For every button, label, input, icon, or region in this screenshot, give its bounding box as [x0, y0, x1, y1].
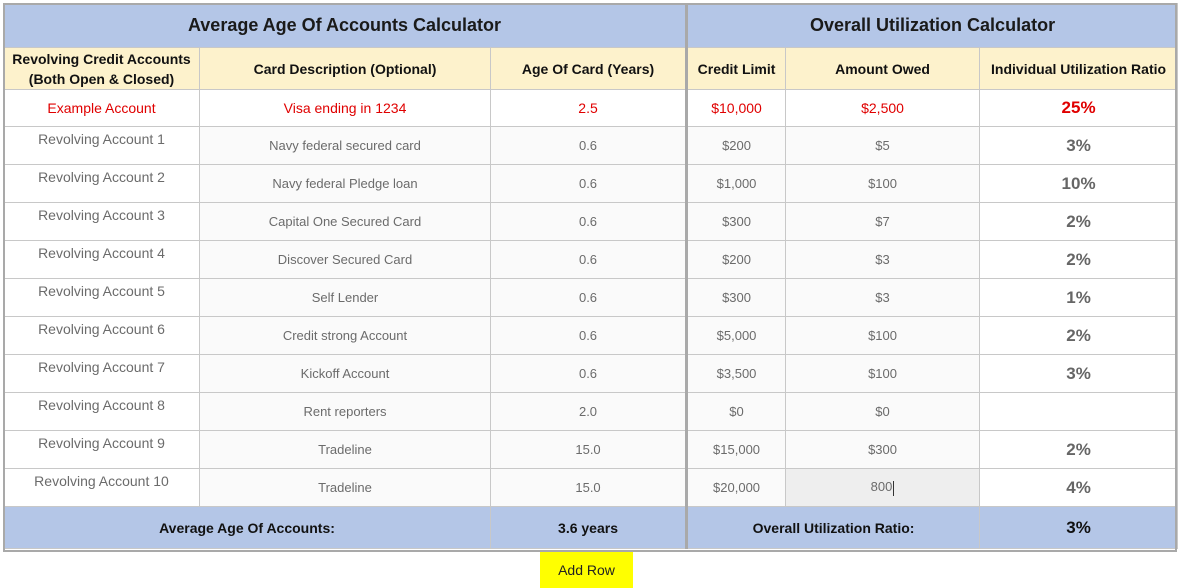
- card-description[interactable]: Tradeline: [200, 469, 491, 507]
- accounts-header: Revolving Credit Accounts (Both Open & Closed): [4, 48, 200, 90]
- utilization-ratio: 3%: [980, 127, 1178, 165]
- credit-limit[interactable]: $5,000: [687, 317, 786, 355]
- card-description[interactable]: Capital One Secured Card: [200, 203, 491, 241]
- card-description[interactable]: Rent reporters: [200, 393, 491, 431]
- card-age[interactable]: 0.6: [491, 203, 687, 241]
- credit-limit[interactable]: $200: [687, 127, 786, 165]
- card-age[interactable]: 0.6: [491, 165, 687, 203]
- amount-owed[interactable]: $100: [786, 165, 980, 203]
- credit-limit[interactable]: $300: [687, 203, 786, 241]
- card-age[interactable]: 0.6: [491, 317, 687, 355]
- card-age[interactable]: 0.6: [491, 279, 687, 317]
- account-name: Revolving Account 5: [4, 279, 200, 317]
- utilization-calculator-title: Overall Utilization Calculator: [687, 4, 1178, 48]
- amount-owed[interactable]: $5: [786, 127, 980, 165]
- amount-owed[interactable]: 800: [786, 469, 980, 507]
- overall-utilization-label: Overall Utilization Ratio:: [687, 507, 980, 549]
- utilization-ratio: 10%: [980, 165, 1178, 203]
- utilization-ratio-header: Individual Utilization Ratio: [980, 48, 1178, 90]
- card-description[interactable]: Navy federal secured card: [200, 127, 491, 165]
- utilization-ratio: 3%: [980, 355, 1178, 393]
- example-age[interactable]: 2.5: [491, 90, 687, 127]
- account-name: Revolving Account 1: [4, 127, 200, 165]
- add-row-button[interactable]: Add Row: [540, 552, 633, 588]
- amount-owed[interactable]: $0: [786, 393, 980, 431]
- account-name: Revolving Account 9: [4, 431, 200, 469]
- credit-limit[interactable]: $300: [687, 279, 786, 317]
- account-name: Revolving Account 4: [4, 241, 200, 279]
- credit-limit[interactable]: $15,000: [687, 431, 786, 469]
- amount-owed[interactable]: $3: [786, 241, 980, 279]
- utilization-ratio: 2%: [980, 241, 1178, 279]
- card-age[interactable]: 2.0: [491, 393, 687, 431]
- card-age[interactable]: 0.6: [491, 127, 687, 165]
- card-description[interactable]: Navy federal Pledge loan: [200, 165, 491, 203]
- card-description[interactable]: Credit strong Account: [200, 317, 491, 355]
- example-limit[interactable]: $10,000: [687, 90, 786, 127]
- card-age[interactable]: 15.0: [491, 431, 687, 469]
- utilization-ratio: 2%: [980, 317, 1178, 355]
- account-name: Revolving Account 2: [4, 165, 200, 203]
- example-owed[interactable]: $2,500: [786, 90, 980, 127]
- description-header: Card Description (Optional): [200, 48, 491, 90]
- account-name: Revolving Account 6: [4, 317, 200, 355]
- table-frame: [3, 3, 1177, 552]
- credit-limit[interactable]: $20,000: [687, 469, 786, 507]
- credit-limit[interactable]: $3,500: [687, 355, 786, 393]
- credit-limit[interactable]: $1,000: [687, 165, 786, 203]
- account-name: Revolving Account 10: [4, 469, 200, 507]
- card-age[interactable]: 15.0: [491, 469, 687, 507]
- amount-owed[interactable]: $100: [786, 317, 980, 355]
- average-age-label: Average Age Of Accounts:: [4, 507, 491, 549]
- example-account-name: Example Account: [4, 90, 200, 127]
- card-description[interactable]: Tradeline: [200, 431, 491, 469]
- age-header: Age Of Card (Years): [491, 48, 687, 90]
- amount-owed[interactable]: $7: [786, 203, 980, 241]
- utilization-ratio: 4%: [980, 469, 1178, 507]
- utilization-ratio: 2%: [980, 203, 1178, 241]
- account-name: Revolving Account 8: [4, 393, 200, 431]
- utilization-ratio: 2%: [980, 431, 1178, 469]
- card-age[interactable]: 0.6: [491, 355, 687, 393]
- card-description[interactable]: Discover Secured Card: [200, 241, 491, 279]
- card-age[interactable]: 0.6: [491, 241, 687, 279]
- amount-owed[interactable]: $300: [786, 431, 980, 469]
- card-description[interactable]: Self Lender: [200, 279, 491, 317]
- card-description[interactable]: Kickoff Account: [200, 355, 491, 393]
- example-ratio: 25%: [980, 90, 1178, 127]
- credit-limit-header: Credit Limit: [687, 48, 786, 90]
- utilization-ratio: 1%: [980, 279, 1178, 317]
- example-description[interactable]: Visa ending in 1234: [200, 90, 491, 127]
- amount-owed[interactable]: $100: [786, 355, 980, 393]
- credit-limit[interactable]: $0: [687, 393, 786, 431]
- age-calculator-title: Average Age Of Accounts Calculator: [4, 4, 687, 48]
- account-name: Revolving Account 3: [4, 203, 200, 241]
- amount-owed[interactable]: $3: [786, 279, 980, 317]
- credit-limit[interactable]: $200: [687, 241, 786, 279]
- average-age-value: 3.6 years: [491, 507, 687, 549]
- account-name: Revolving Account 7: [4, 355, 200, 393]
- overall-utilization-value: 3%: [980, 507, 1178, 549]
- amount-owed-header: Amount Owed: [786, 48, 980, 90]
